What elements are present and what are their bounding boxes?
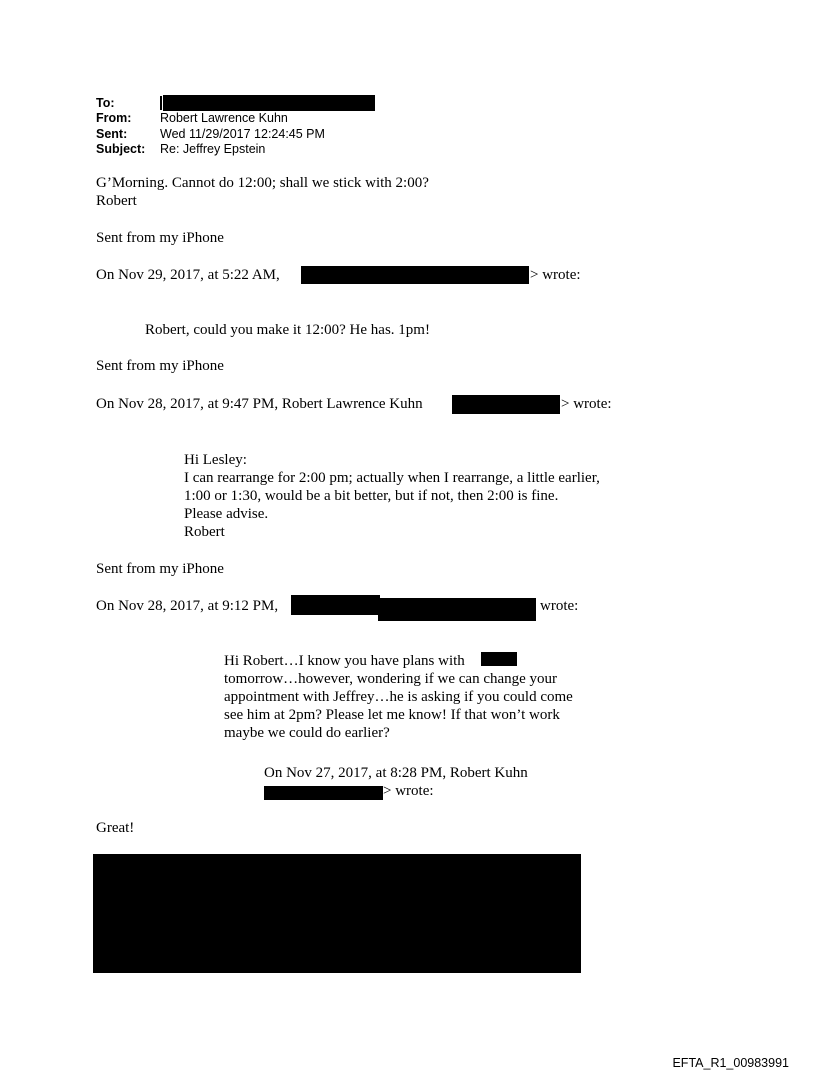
to-redaction: [163, 95, 375, 111]
name-redaction: [481, 652, 517, 666]
to-label: To:: [96, 96, 115, 110]
reply-message-block: [224, 652, 573, 742]
subject-label: Subject:: [96, 142, 146, 156]
large-redaction: [93, 854, 581, 973]
name-redaction: [291, 595, 380, 615]
quote-header-suffix: > wrote:: [383, 783, 434, 799]
reply-line: Hi Robert…I know you have plans with: [224, 653, 465, 669]
reply-message-block: [184, 451, 600, 541]
reply-line: Hi Lesley:: [184, 452, 247, 468]
quote-header-suffix: wrote:: [540, 598, 579, 614]
quote-header: On Nov 28, 2017, at 9:47 PM, Robert Lawrence Kuhn: [96, 396, 423, 412]
email-redaction: [264, 786, 383, 800]
quote-header: On Nov 27, 2017, at 8:28 PM, Robert Kuhn: [264, 765, 528, 781]
sent-from-iphone: Sent from my iPhone: [96, 358, 224, 374]
sent-from-iphone: Sent from my iPhone: [96, 230, 224, 246]
email-redaction: [378, 598, 536, 621]
subject-value: Re: Jeffrey Epstein: [160, 142, 266, 156]
message-signature: Robert: [96, 193, 137, 209]
reply-line: tomorrow…however, wondering if we can change your: [224, 671, 558, 687]
document-id: EFTA_R1_00983991: [672, 1056, 789, 1070]
sent-from-iphone: Sent from my iPhone: [96, 561, 224, 577]
reply-line: Robert: [184, 524, 225, 540]
reply-message: Robert, could you make it 12:00? He has. 1pm!: [145, 322, 430, 338]
from-label: From:: [96, 111, 132, 125]
reply-line: maybe we could do earlier?: [224, 725, 390, 741]
sent-label: Sent:: [96, 127, 128, 141]
reply-line: see him at 2pm? Please let me know! If that won’t work: [224, 707, 560, 723]
to-redaction-edge: [160, 96, 162, 110]
reply-line: Please advise.: [184, 506, 269, 522]
quote-header-suffix: > wrote:: [530, 267, 581, 283]
email-redaction: [452, 395, 560, 414]
sent-value: Wed 11/29/2017 12:24:45 PM: [160, 127, 325, 141]
email-redaction: [301, 266, 529, 284]
quote-header-suffix: > wrote:: [561, 396, 612, 412]
message-line: G’Morning. Cannot do 12:00; shall we stick with 2:00?: [96, 175, 429, 191]
reply-line: appointment with Jeffrey…he is asking if you could come: [224, 689, 573, 705]
quote-header: On Nov 28, 2017, at 9:12 PM,: [96, 598, 279, 614]
reply-line: I can rearrange for 2:00 pm; actually when I rearrange, a little earlier,: [184, 470, 600, 486]
quote-header: On Nov 29, 2017, at 5:22 AM,: [96, 267, 280, 283]
reply-line: 1:00 or 1:30, would be a bit better, but if not, then 2:00 is fine.: [184, 488, 559, 504]
from-value: Robert Lawrence Kuhn: [160, 111, 288, 125]
message-line: Great!: [96, 820, 135, 836]
